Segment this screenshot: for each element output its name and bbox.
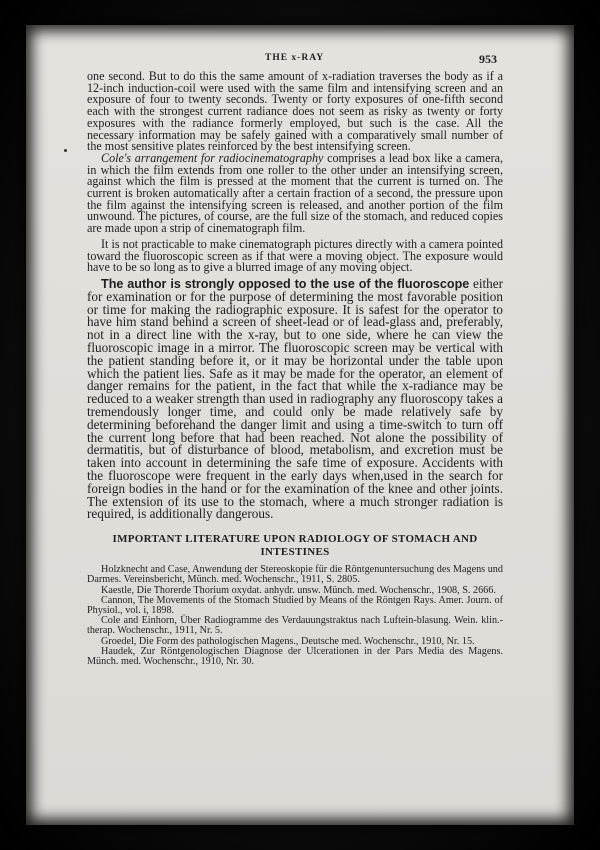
book-page (26, 25, 574, 825)
running-title: THE x-RAY (265, 53, 325, 63)
reference-item: Cole and Einhorn, Über Radiogramme des Verdauungstraktus nach Luftein-blasung. Wein. klin.-therap. Wochenschr., 1911, Nr. 5. (87, 615, 503, 637)
cole-text: comprises a lead box like a camera, in which the film extends from one roller to the other under an intensifying screen, against which the film is pressed at the moment that the current is turned on. The current is broken automatically after a certain fraction of a second, the pressure upon the film against the intensifying screen is released, and another portion of the film unwound. The pictures, of course, are the full size of the stomach, and reduced copies are made upon a strip of cinematograph film. (87, 150, 503, 236)
running-header (26, 52, 574, 68)
reference-item: Haudek, Zur Röntgenologischen Diagnose der Ulcerationen in der Pars Media des Magens. Münch. med. Wochenschr., 1910, Nr. 30. (87, 645, 503, 667)
page-body (87, 71, 503, 667)
large-text-block (87, 275, 503, 522)
fluoroscope-lead-in: The author is strongly opposed to the use of the fluoroscope (101, 276, 470, 291)
paragraph-fluoroscope (87, 275, 503, 522)
reference-item: Holzknecht and Case, Anwendung der Stereoskopie für die Röntgenuntersuchung des Magens und Darmes. Vereinsbericht, Münch. med. Wochenschr., 1911, S. 2805. (87, 564, 503, 586)
paragraph-cole (87, 150, 503, 236)
fluoroscope-text: either for examination or for the purpose of determining the most favorable position or time for making the radiographic exposure. It is safest for the operator to have him stand behind a screen of sheet-lead or of lead-glass and, preferably, not in a direct line with the x-ray, but to one side, where he can view the fluoroscopic image in a mirror. The fluoroscopic screen may be vertical with the patient standing before it, or it may be horizontal under the table upon which the patient lies. Safe as it may be made for the operator, an element of danger remains for the patient, in the fact that while the x-radiance may be reduced to a weaker strength than used in radiography any fluoroscopy takes a tremendously longer time, and could only be made relatively safe by determining beforehand the danger limit and using a time-switch to turn off the current long before that had been reached. Not alone the possibility of dermatitis, but of disturbance of blood, metabolism, and excretion must be taken into account in determining the safe time of exposure. Accidents with the fluoroscope were frequent in the early days when,used in the search for foreign bodies in the hand or for the examination of the knee and other joints. The extension of its use to the stomach, where a much stronger radiation is required, is additionally dangerous. (87, 275, 503, 522)
reference-item: Kaestle, Die Thorerde Thorium oxydat. anhydr. unsw. Münch. med. Wochenschr., 1908, S. 2666. (101, 584, 496, 596)
reference-item: Groedel, Die Form des pathologischen Magens., Deutsche med. Wochenschr., 1910, Nr. 15. (101, 635, 475, 647)
literature-heading: IMPORTANT LITERATURE UPON RADIOLOGY OF STOMACH AND INTESTINES (112, 533, 478, 559)
reference-list (87, 565, 503, 667)
margin-mark (64, 149, 67, 152)
paragraph-continuation: one second. But to do this the same amount of x-radiation traverses the body as if a 12-inch induction-coil were used with the same film and intensifying screen and an exposure of four to twenty seconds. Twenty or forty exposures of one-fifth second each with the strongest current radiance does not seem as risky as twenty or forty exposures with the radiance formerly employed, but such is the case. All the necessary information may be safely gained with a comparatively small number of the most sensitive plates reinforced by the best intensifying screen. (87, 69, 503, 154)
paragraph-cinematograph: It is not practicable to make cinematograph pictures directly with a camera pointed toward the fluoroscopic screen as if that were a moving object. The exposure would have to be so long as to give a blurred image of any moving object. (87, 236, 503, 275)
reference-item: Cannon, The Movements of the Stomach Studied by Means of the Röntgen Rays. Amer. Journ. of Physiol., vol. i, 1898. (87, 594, 503, 616)
page-number: 953 (479, 52, 497, 66)
small-text-block (87, 71, 503, 274)
cole-lead-in: Cole's arrangement for radiocinematography (101, 150, 324, 165)
